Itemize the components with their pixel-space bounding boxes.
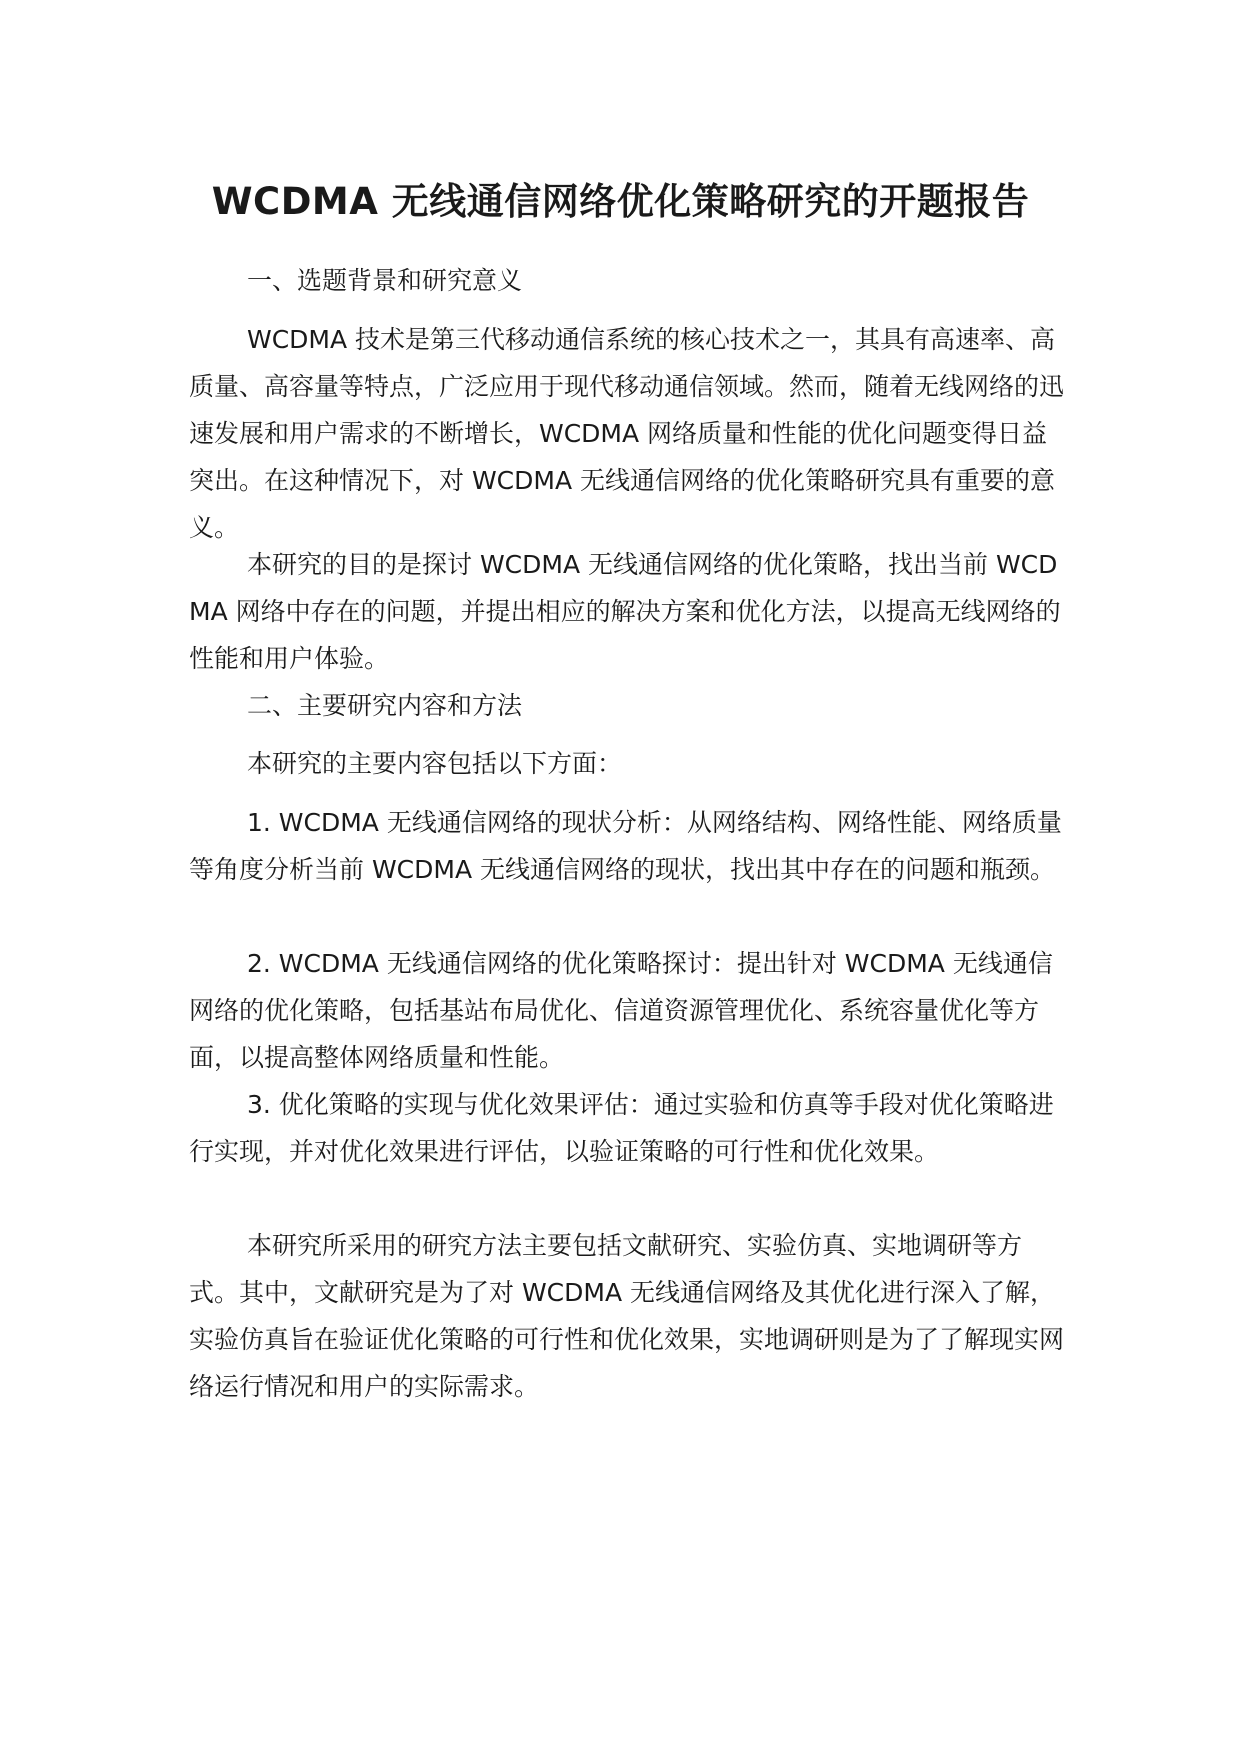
list-item-1: 1. WCDMA 无线通信网络的现状分析：从网络结构、网络性能、网络质量等角度分析当前 WCDMA 无线通信网络的现状，找出其中存在的问题和瓶颈。 bbox=[189, 808, 1062, 884]
list-item-2: 2. WCDMA 无线通信网络的优化策略探讨：提出针对 WCDMA 无线通信网络的优化策略，包括基站布局优化、信道资源管理优化、系统容量优化等方面，以提高整体网络质量和性能。 bbox=[189, 949, 1053, 1072]
paragraph-background: WCDMA 技术是第三代移动通信系统的核心技术之一，其具有高速率、高质量、高容量等特点，广泛应用于现代移动通信领域。然而，随着无线网络的迅速发展和用户需求的不断增长，WCDMA 网络质量和性能的优化问题变得日益突出。在这种情况下，对 WCDMA 无线通信网络的优化策略研究具有重要的意义。 bbox=[189, 325, 1065, 542]
paragraph-purpose: 本研究的目的是探讨 WCDMA 无线通信网络的优化策略，找出当前 WCDMA 网络中存在的问题，并提出相应的解决方案和优化方法，以提高无线网络的性能和用户体验。 bbox=[189, 550, 1061, 673]
paragraph-content-intro: 本研究的主要内容包括以下方面： bbox=[247, 749, 623, 778]
document-title: WCDMA 无线通信网络优化策略研究的开题报告 bbox=[211, 180, 1030, 223]
section-heading-content-methods: 二、主要研究内容和方法 bbox=[247, 691, 523, 720]
paragraph-methods: 本研究所采用的研究方法主要包括文献研究、实验仿真、实地调研等方式。其中，文献研究是为了对 WCDMA 无线通信网络及其优化进行深入了解，实验仿真旨在验证优化策略的可行性和优化效果，实地调研则是为了了解现实网络运行情况和用户的实际需求。 bbox=[189, 1231, 1065, 1401]
section-heading-background: 一、选题背景和研究意义 bbox=[247, 266, 523, 295]
list-item-3: 3. 优化策略的实现与优化效果评估：通过实验和仿真等手段对优化策略进行实现，并对优化效果进行评估，以验证策略的可行性和优化效果。 bbox=[189, 1090, 1054, 1166]
